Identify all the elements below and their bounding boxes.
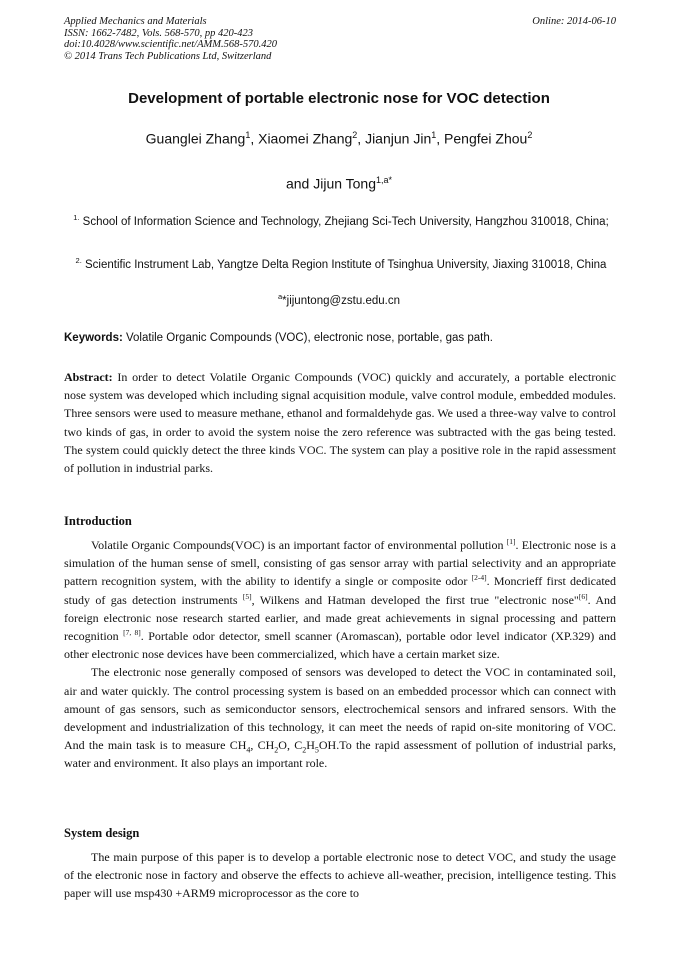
- author-affiliation-mark: 1: [431, 130, 437, 140]
- text-run: . Portable odor detector, smell scanner (Aromascan), portable odor level indicator (XP.329) and other electronic nose devices have been commercialized, which have a certain market size.: [64, 629, 617, 662]
- author-affiliation-mark: 1: [245, 130, 251, 140]
- keywords: [64, 332, 616, 344]
- abstract-label: Abstract:: [64, 370, 113, 384]
- text-run: O, C: [278, 738, 303, 753]
- introduction-paragraph-1: [64, 536, 616, 663]
- text-run: H: [306, 738, 315, 753]
- author-affiliation-mark: 1,a*: [376, 175, 393, 185]
- text-run: . Moncrieff first dedicated study of gas detection instruments: [64, 574, 616, 607]
- text-run: . And foreign electronic nose research started earlier, and made great achievements in signal processing and pattern recognition: [64, 592, 616, 644]
- abstract: [64, 368, 616, 477]
- subscript: 5: [314, 745, 319, 755]
- subscript: 2: [302, 745, 307, 755]
- citation: [1]: [506, 537, 516, 546]
- citation: [7, 8]: [123, 628, 141, 638]
- author-name: , Xiaomei Zhang: [250, 130, 353, 147]
- affiliation-number: 2.: [75, 256, 82, 265]
- system-design-paragraph-1: The main purpose of this paper is to develop a portable electronic nose to detect VOC, and study the usage of the electronic nose in factory and observe the effects to achieve all-weather, precision, intelligence testing. This paper will use msp430 +ARM9 microprocessor as the core to: [64, 850, 616, 901]
- author-line-2: [0, 175, 678, 192]
- journal-header: [64, 16, 616, 62]
- citation: [2-4]: [471, 573, 487, 583]
- email-mark: a: [278, 292, 283, 301]
- doi-line: doi:10.4028/www.scientific.net/AMM.568-570.420: [64, 39, 277, 50]
- affiliation-2: [66, 251, 616, 275]
- abstract-paragraph: [64, 368, 616, 477]
- online-date: Online: 2014-06-10: [532, 16, 616, 27]
- text-run: OH.To the rapid assessment of pollution of industrial parks, water and environment. It also plays an important role.: [64, 738, 616, 771]
- text-run: , Wilkens and Hatman developed the first true "electronic nose": [251, 592, 579, 607]
- paper-title: Development of portable electronic nose for VOC detection: [128, 90, 550, 107]
- email-text: *jijuntong@zstu.edu.cn: [282, 294, 400, 307]
- text-run: . Electronic nose is a simulation of the human sense of smell, consisting of gas sensor array with partial selectivity and an appropriate pattern recognition system, with the ability to identify a single or composite odor: [64, 538, 616, 589]
- citation: [5]: [242, 591, 252, 601]
- introduction-body: [64, 536, 616, 773]
- subscript: 2: [274, 745, 279, 755]
- affiliation-text: Scientific Instrument Lab, Yangtze Delta Region Institute of Tsinghua University, Jiaxing 310018, China: [81, 258, 607, 271]
- section-heading-introduction: Introduction: [64, 514, 132, 528]
- affiliation-number: 1.: [73, 213, 80, 222]
- author-affiliation-mark: 2: [527, 130, 533, 140]
- abstract-text: In order to detect Volatile Organic Compounds (VOC) quickly and accurately, a portable electronic nose system was developed which including signal acquisition module, valve control module, embedded modules. Three sensors were used to measure methane, ethanol and formaldehyde gas. We used a three-way valve to control two kinds of gas, in order to avoid the system noise the zero reference was subtracted with the gas being tested. The system could quickly detect the three kinds VOC. The system can play a positive role in the rapid assessment of pollution in industrial parks.: [64, 370, 616, 476]
- introduction-paragraph-2: [64, 663, 616, 772]
- text-run: Volatile Organic Compounds(VOC) is an important factor of environmental pollution: [91, 538, 507, 552]
- citation: [6]: [578, 591, 588, 601]
- author-name: , Pengfei Zhou: [436, 130, 528, 147]
- copyright-line: © 2014 Trans Tech Publications Ltd, Switzerland: [64, 50, 272, 62]
- keywords-label: Keywords:: [64, 332, 123, 344]
- section-heading-system-design: System design: [64, 826, 140, 840]
- journal-name: Applied Mechanics and Materials: [64, 16, 207, 27]
- author-line-1: [0, 130, 678, 147]
- text-run: , CH: [250, 738, 275, 753]
- system-design-body: [64, 848, 616, 903]
- author-affiliation-mark: 2: [352, 130, 358, 140]
- issn-line: ISSN: 1662-7482, Vols. 568-570, pp 420-423: [64, 27, 253, 39]
- author-name: , Jianjun Jin: [357, 130, 432, 147]
- author-name: Guanglei Zhang: [145, 130, 246, 147]
- keywords-text: Volatile Organic Compounds (VOC), electronic nose, portable, gas path.: [122, 332, 493, 344]
- affiliation-text: School of Information Science and Technology, Zhejiang Sci-Tech University, Hangzhou 310018, China;: [79, 215, 609, 228]
- author-name: and Jijun Tong: [285, 175, 377, 192]
- affiliation-1: [66, 208, 616, 232]
- subscript: 4: [246, 745, 251, 755]
- text-run: The electronic nose generally composed of sensors was developed to detect the VOC in contaminated soil, air and water quickly. The control processing system is based on an embedded processor which can connect with amount of gas sensors, such as semiconductor sensors, electrochemical sensors and infrared sensors. With the development and industrialization of this technology, it can meet the needs of rapid on-site monitoring of VOC. And the main task is to measure CH: [64, 665, 616, 753]
- corresponding-email: [0, 292, 678, 307]
